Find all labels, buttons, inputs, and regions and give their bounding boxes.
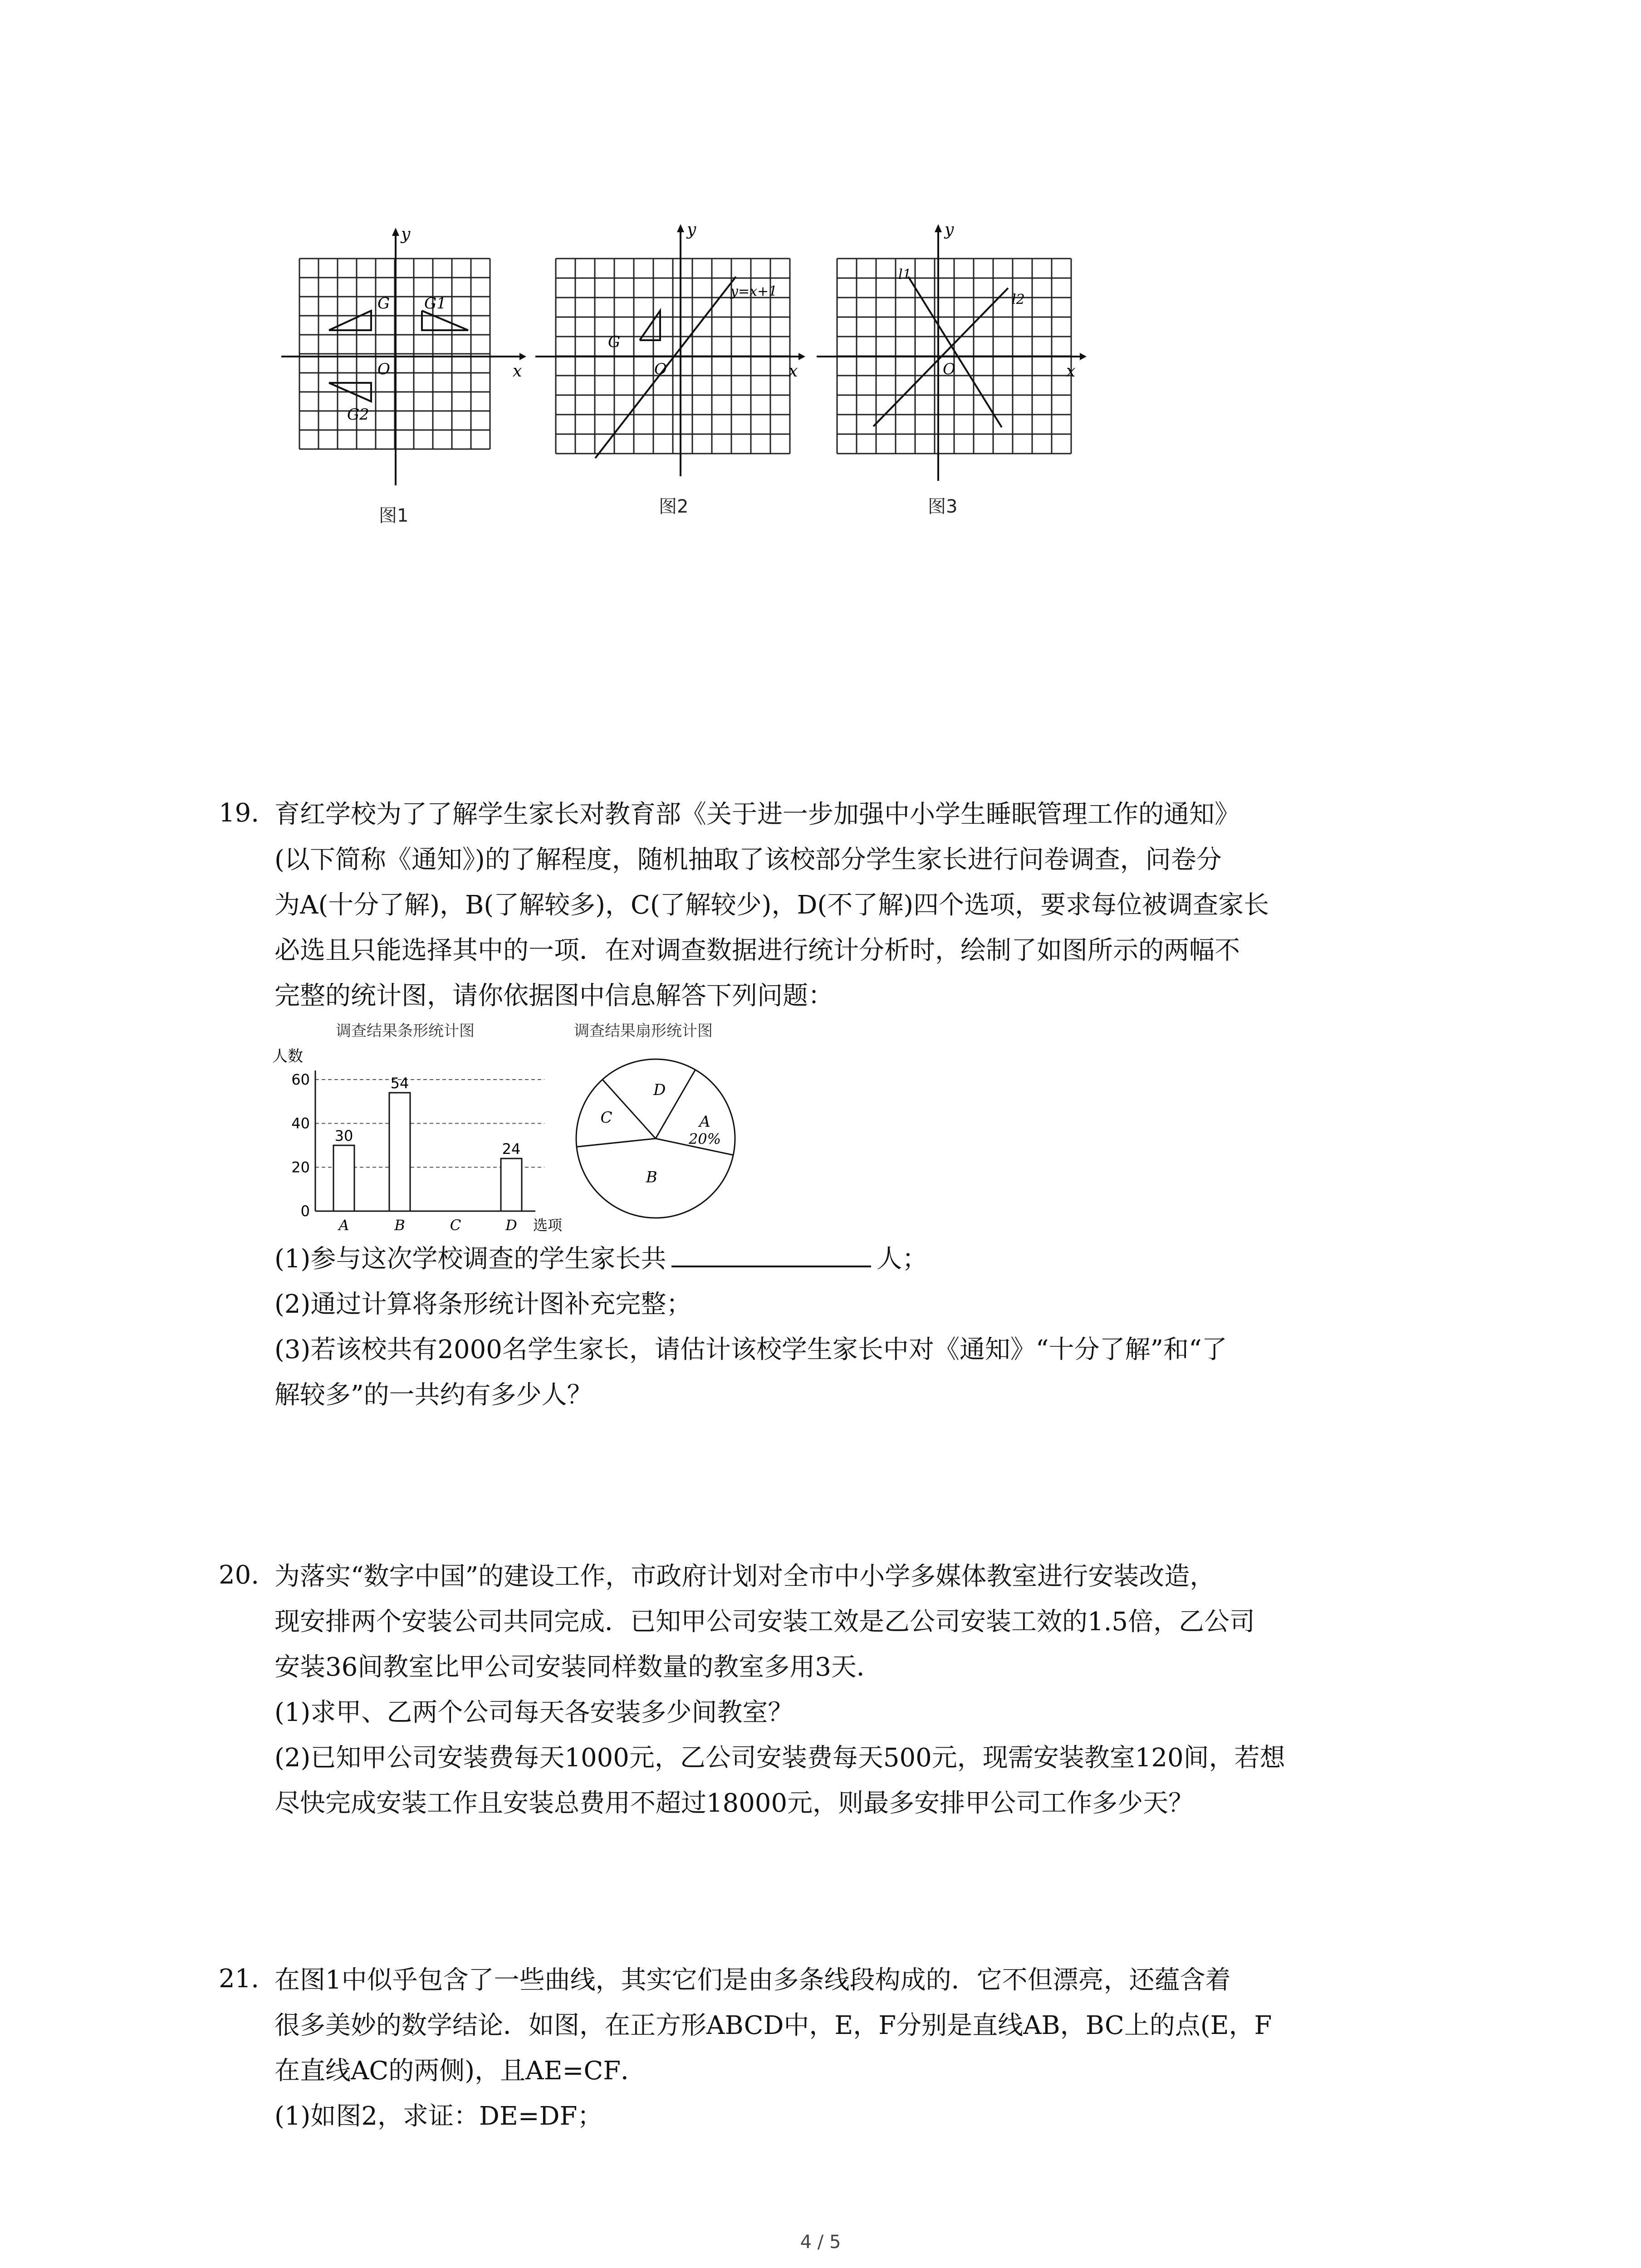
bar-category-label: A: [338, 1217, 349, 1234]
q19-line: 完整的统计图，请你依据图中信息解答下列问题：: [274, 981, 833, 1011]
q20-line: (2)已知甲公司安装费每天1000元，乙公司安装费每天500元，现需安装教室120间，若想: [274, 1743, 1285, 1773]
q19-line: 育红学校为了了解学生家长对教育部《关于进一步加强中小学生睡眠管理工作的通知》: [274, 800, 1240, 829]
fig3-y-label: y: [945, 220, 954, 239]
q20-line: 现安排两个安装公司共同完成．已知甲公司安装工效是乙公司安装工效的1.5倍，乙公司: [274, 1607, 1255, 1637]
bar-chart: [272, 1048, 590, 1238]
q20-line: 为落实“数字中国”的建设工作，市政府计划对全市中小学多媒体教室进行安装改造，: [274, 1562, 1215, 1591]
pie-slice-label: B: [646, 1168, 657, 1187]
figure-3-caption: 图3: [928, 496, 958, 517]
bar-category-label: B: [394, 1217, 405, 1234]
fig3-l1-label: l1: [898, 267, 911, 283]
bar-data-label: 30: [334, 1127, 353, 1144]
page-number: 4 / 5: [800, 2232, 841, 2253]
fig2-x-label: x: [789, 362, 798, 381]
q21-line: 很多美妙的数学结论．如图，在正方形ABCD中，E，F分别是直线AB，BC上的点(E，F: [274, 2011, 1272, 2040]
q20-line: 尽快完成安装工作且安装总费用不超过18000元，则最多安排甲公司工作多少天？: [274, 1789, 1194, 1818]
bar-x-axis-label: 选项: [533, 1217, 563, 1234]
fig2-y-label: y: [687, 220, 696, 239]
fig1-x-label: x: [513, 362, 522, 381]
q19-line: 为A(十分了解)，B(了解较多)，C(了解较少)，D(不了解)四个选项，要求每位被调查家长: [274, 890, 1269, 920]
question-20-number: 20.: [219, 1560, 260, 1590]
pie-slice-label: D: [653, 1080, 666, 1099]
bar-y-tick-label: 0: [300, 1202, 310, 1220]
bar-category-label: D: [505, 1217, 517, 1234]
pie-slice-value: 20%: [688, 1130, 721, 1148]
q19-sub1: [274, 1243, 927, 1276]
figure-2-grid: [535, 218, 808, 499]
bar-D: [501, 1158, 522, 1211]
fig2-g-label: G: [608, 333, 621, 351]
pie-chart: [572, 1030, 744, 1220]
fig3-x-label: x: [1066, 362, 1076, 381]
bar-y-tick-label: 20: [291, 1158, 310, 1176]
fig1-g1-label: G1: [424, 294, 446, 313]
q19-sub1-unit: 人；: [877, 1244, 928, 1274]
q19-line: 必选且只能选择其中的一项．在对调查数据进行统计分析时，绘制了如图所示的两幅不: [274, 936, 1240, 965]
pie-chart-title: 调查结果扇形统计图: [574, 1022, 713, 1040]
fig1-g-label: G: [377, 294, 390, 313]
q20-line: (1)求甲、乙两个公司每天各安装多少间教室？: [274, 1698, 794, 1727]
bar-data-label: 24: [502, 1140, 521, 1158]
bar-data-label: 54: [390, 1075, 409, 1092]
q19-sub3-line: 解较多”的一共约有多少人？: [274, 1380, 593, 1410]
q19-sub1-text: (1)参与这次学校调查的学生家长共: [274, 1244, 666, 1274]
bar-y-tick-label: 60: [291, 1071, 310, 1088]
question-21-number: 21.: [219, 1964, 260, 1994]
question-19-number: 19.: [219, 798, 260, 828]
q20-line: 安装36间教室比甲公司安装同样数量的教室多用3天．: [274, 1652, 882, 1682]
q19-sub2: (2)通过计算将条形统计图补充完整；: [274, 1290, 692, 1319]
fig1-y-label: y: [401, 225, 411, 244]
fig1-origin-label: O: [377, 360, 390, 378]
fig3-origin-label: O: [943, 360, 955, 378]
pie-slice-label: A: [699, 1112, 710, 1131]
bar-y-axis-label: 人数: [272, 1048, 303, 1066]
answer-blank[interactable]: [671, 1243, 871, 1267]
fig2-line-label: y=x+1: [730, 284, 778, 299]
fig1-g2-label: G2: [347, 406, 369, 424]
figure-1-caption: 图1: [379, 505, 409, 526]
figure-3-grid: [817, 218, 1089, 499]
q21-line: (1)如图2，求证：DE=DF；: [274, 2102, 603, 2131]
bar-y-tick-label: 40: [291, 1114, 310, 1132]
q19-sub3-line: (3)若该校共有2000名学生家长，请估计该校学生家长中对《通知》“十分了解”和“了: [274, 1335, 1227, 1364]
fig2-origin-label: O: [654, 360, 667, 378]
q19-line: (以下简称《通知》)的了解程度，随机抽取了该校部分学生家长进行问卷调查，问卷分: [274, 845, 1222, 875]
bar-chart-title: 调查结果条形统计图: [336, 1022, 475, 1040]
q21-line: 在直线AC的两侧)，且AE=CF．: [274, 2056, 647, 2086]
bar-category-label: C: [450, 1217, 461, 1234]
pie-slice-label: C: [600, 1109, 612, 1127]
figure-1-grid: [272, 218, 526, 499]
bar-A: [333, 1145, 354, 1211]
fig3-l2-label: l2: [1012, 292, 1025, 308]
bar-B: [389, 1093, 410, 1211]
q21-line: 在图1中似乎包含了一些曲线，其实它们是由多条线段构成的．它不但漂亮，还蕴含着: [274, 1965, 1231, 1995]
figure-2-caption: 图2: [659, 496, 689, 517]
